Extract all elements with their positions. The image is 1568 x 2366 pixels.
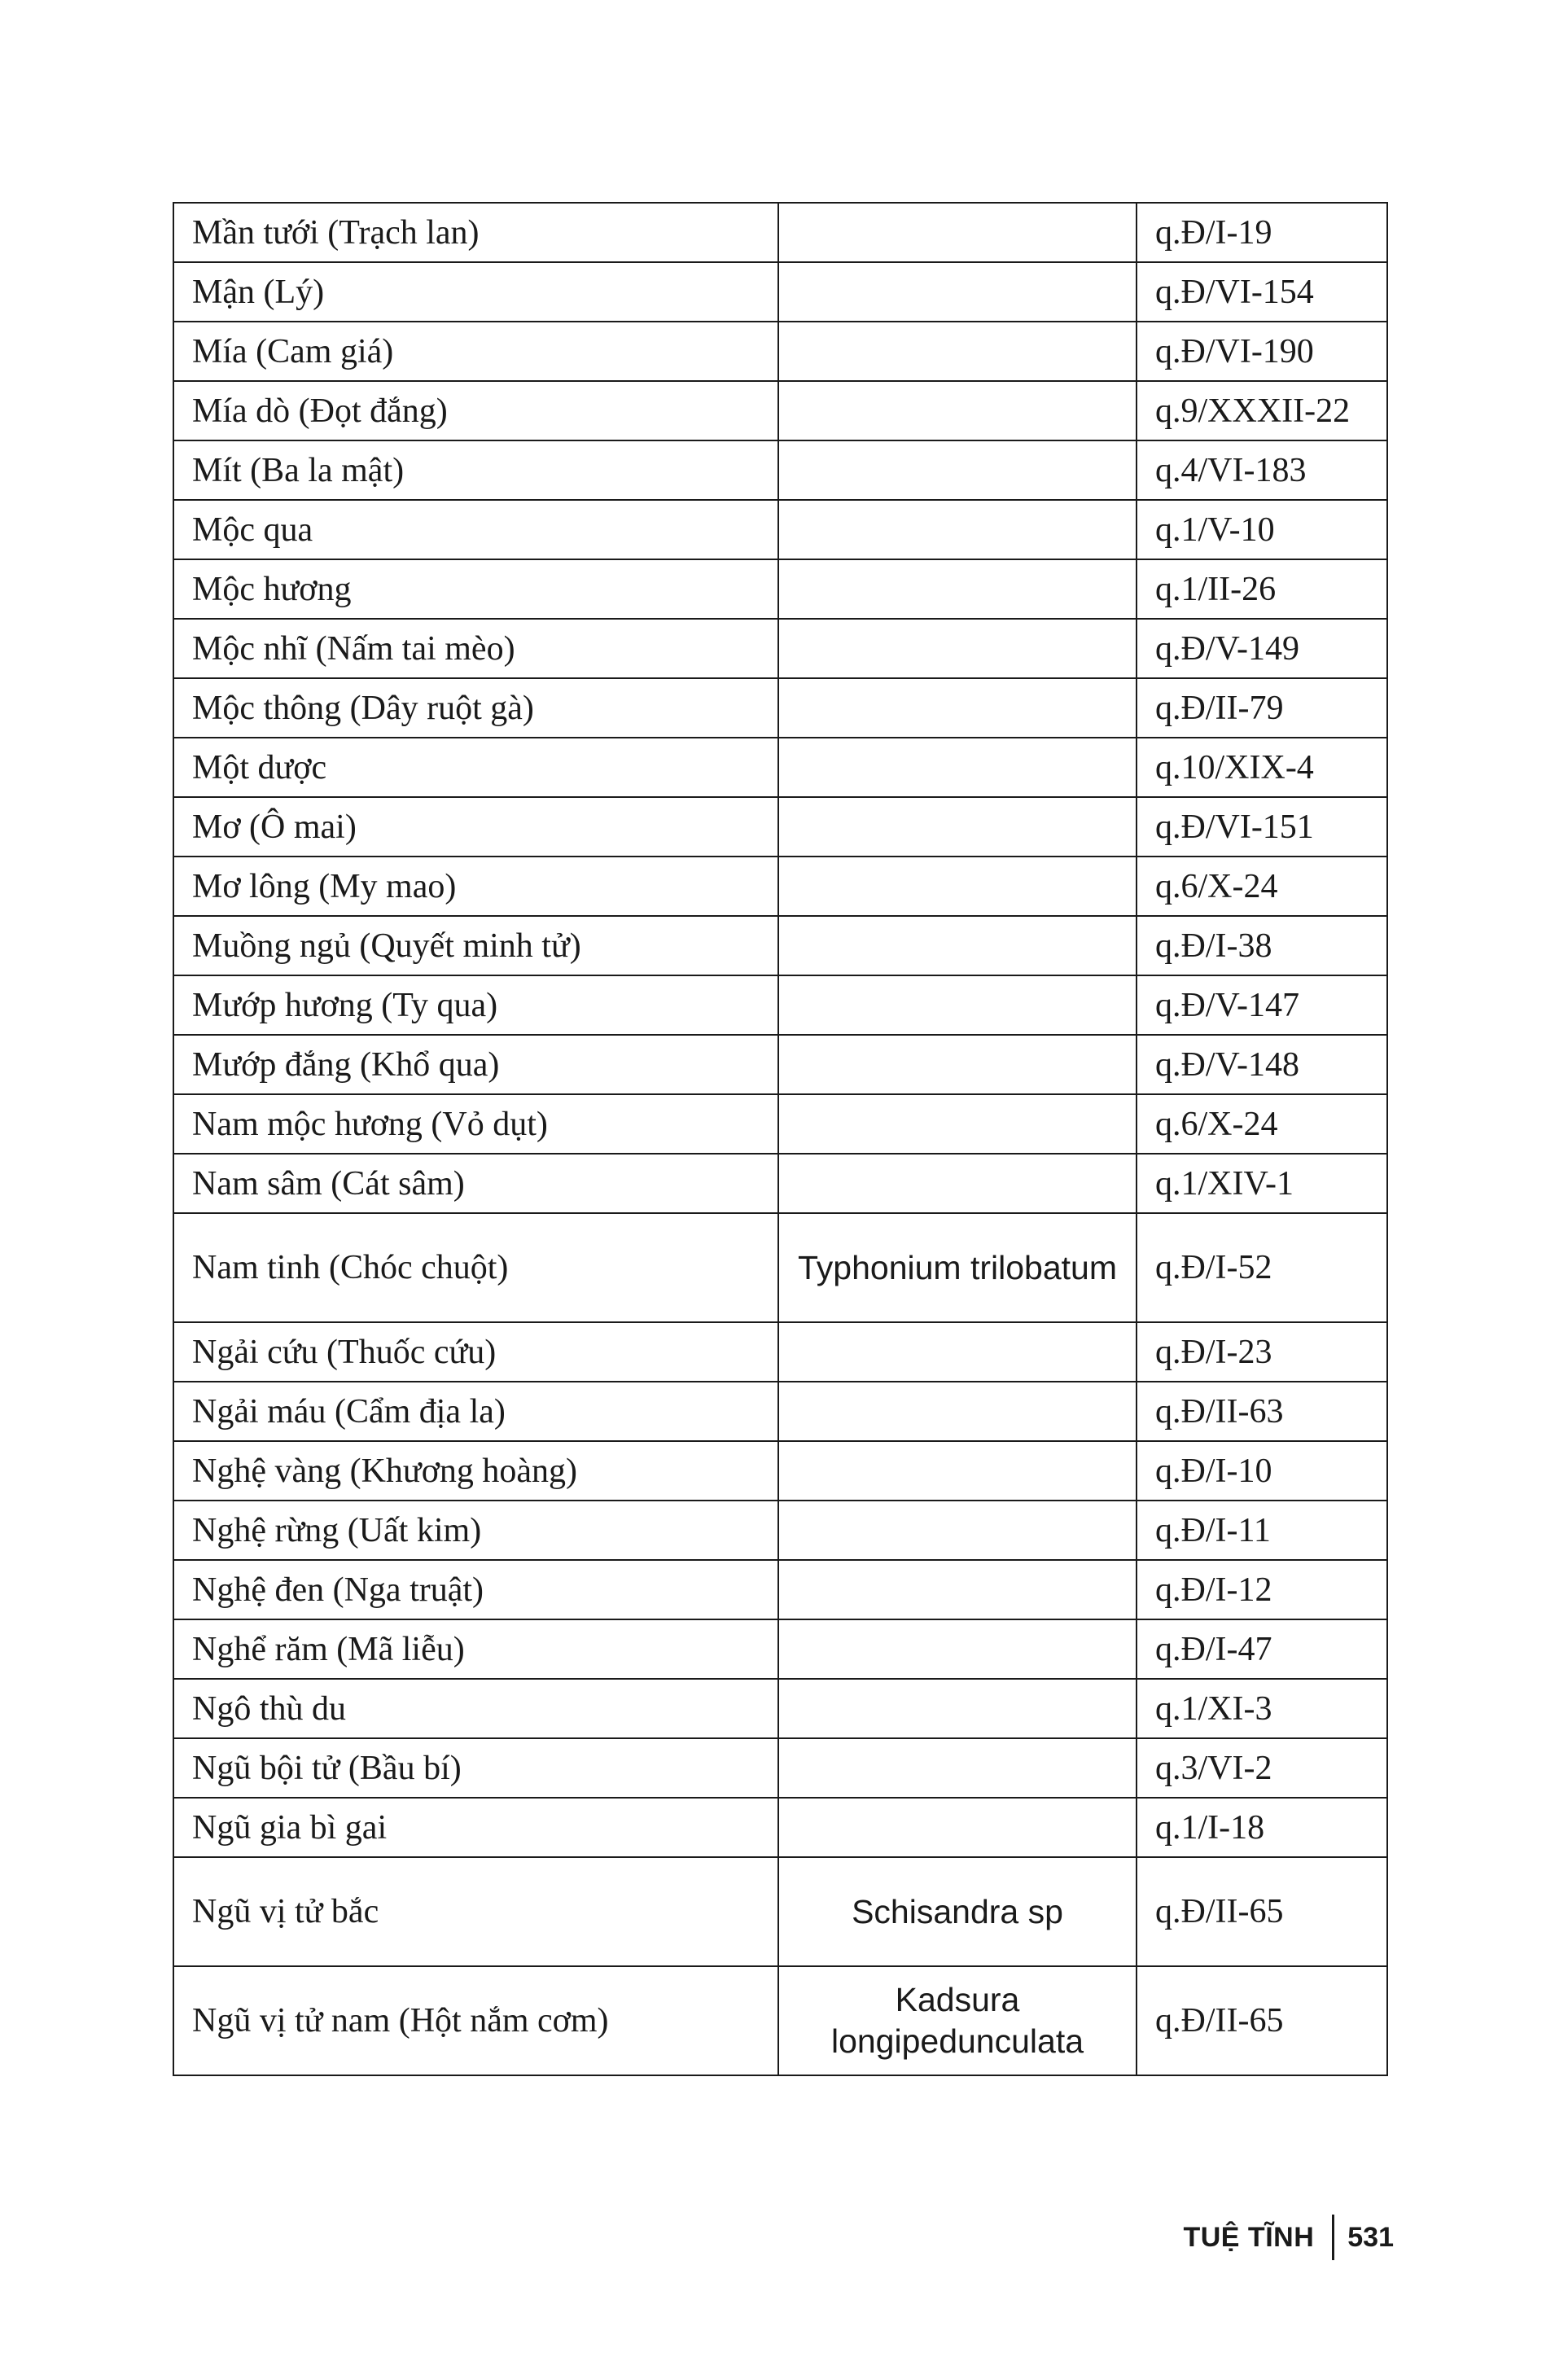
herb-name-cell: Mía dò (Đọt đắng) <box>173 381 778 440</box>
page-footer <box>1183 2215 1394 2260</box>
herb-name-cell: Ngũ gia bì gai <box>173 1798 778 1857</box>
herb-name-cell: Ngải cứu (Thuốc cứu) <box>173 1322 778 1382</box>
reference-cell: q.Đ/V-148 <box>1137 1035 1387 1094</box>
reference-cell: q.Đ/I-52 <box>1137 1213 1387 1322</box>
reference-cell: q.3/VI-2 <box>1137 1738 1387 1798</box>
scientific-name-cell <box>778 1154 1137 1213</box>
scientific-name-cell <box>778 381 1137 440</box>
reference-cell: q.Đ/II-79 <box>1137 678 1387 738</box>
table-row <box>173 203 1387 262</box>
scientific-name-cell <box>778 975 1137 1035</box>
reference-cell: q.Đ/VI-151 <box>1137 797 1387 857</box>
reference-cell: q.1/V-10 <box>1137 500 1387 559</box>
table-row <box>173 1501 1387 1560</box>
scientific-name-cell: Typhonium trilobatum <box>778 1213 1137 1322</box>
table-row <box>173 797 1387 857</box>
scientific-name-cell <box>778 1035 1137 1094</box>
scientific-name-cell <box>778 440 1137 500</box>
table-row <box>173 1857 1387 1966</box>
table-row <box>173 500 1387 559</box>
herb-name-cell: Mít (Ba la mật) <box>173 440 778 500</box>
herb-name-cell: Mướp hương (Ty qua) <box>173 975 778 1035</box>
herb-name-cell: Ngũ bội tử (Bầu bí) <box>173 1738 778 1798</box>
table-row <box>173 916 1387 975</box>
scientific-name-cell <box>778 1322 1137 1382</box>
table-row <box>173 1094 1387 1154</box>
table-row <box>173 1560 1387 1619</box>
herb-name-cell: Nam mộc hương (Vỏ dụt) <box>173 1094 778 1154</box>
scientific-name-cell: Schisandra sp <box>778 1857 1137 1966</box>
reference-cell: q.6/X-24 <box>1137 857 1387 916</box>
reference-cell: q.Đ/I-19 <box>1137 203 1387 262</box>
scientific-name-cell <box>778 1679 1137 1738</box>
page-number: 531 <box>1347 2221 1394 2253</box>
scientific-name-cell <box>778 1382 1137 1441</box>
scientific-name-cell <box>778 738 1137 797</box>
table-row <box>173 975 1387 1035</box>
scientific-name-cell <box>778 1094 1137 1154</box>
herb-name-cell: Mộc thông (Dây ruột gà) <box>173 678 778 738</box>
herb-name-cell: Mộc hương <box>173 559 778 619</box>
reference-cell: q.Đ/I-11 <box>1137 1501 1387 1560</box>
herb-name-cell: Nghệ đen (Nga truật) <box>173 1560 778 1619</box>
reference-cell: q.Đ/V-149 <box>1137 619 1387 678</box>
reference-cell: q.Đ/I-12 <box>1137 1560 1387 1619</box>
reference-cell: q.6/X-24 <box>1137 1094 1387 1154</box>
scientific-name-cell <box>778 1798 1137 1857</box>
scientific-name-cell <box>778 678 1137 738</box>
herb-name-cell: Ngải máu (Cẩm địa la) <box>173 1382 778 1441</box>
reference-cell: q.1/II-26 <box>1137 559 1387 619</box>
reference-cell: q.Đ/I-10 <box>1137 1441 1387 1501</box>
table-row <box>173 381 1387 440</box>
table-row <box>173 1966 1387 2075</box>
herb-name-cell: Mần tưới (Trạch lan) <box>173 203 778 262</box>
reference-cell: q.Đ/I-47 <box>1137 1619 1387 1679</box>
reference-cell: q.1/XIV-1 <box>1137 1154 1387 1213</box>
reference-cell: q.4/VI-183 <box>1137 440 1387 500</box>
scientific-name-cell <box>778 559 1137 619</box>
scientific-name-cell <box>778 1441 1137 1501</box>
table-row <box>173 1213 1387 1322</box>
herb-name-cell: Mận (Lý) <box>173 262 778 322</box>
reference-cell: q.Đ/II-63 <box>1137 1382 1387 1441</box>
reference-cell: q.Đ/I-23 <box>1137 1322 1387 1382</box>
table-row <box>173 559 1387 619</box>
table-row <box>173 1035 1387 1094</box>
table-row <box>173 1322 1387 1382</box>
reference-cell: q.Đ/V-147 <box>1137 975 1387 1035</box>
table-row <box>173 1441 1387 1501</box>
table-row <box>173 1382 1387 1441</box>
scientific-name-cell <box>778 619 1137 678</box>
scientific-name-cell <box>778 1619 1137 1679</box>
herb-name-cell: Nghệ vàng (Khương hoàng) <box>173 1441 778 1501</box>
reference-cell: q.Đ/I-38 <box>1137 916 1387 975</box>
reference-cell: q.1/XI-3 <box>1137 1679 1387 1738</box>
herb-name-cell: Mía (Cam giá) <box>173 322 778 381</box>
herb-table-body <box>173 203 1387 2075</box>
herb-name-cell: Nghệ rừng (Uất kim) <box>173 1501 778 1560</box>
herb-name-cell: Mơ lông (My mao) <box>173 857 778 916</box>
reference-cell: q.Đ/VI-154 <box>1137 262 1387 322</box>
herb-name-cell: Mộc qua <box>173 500 778 559</box>
scientific-name-cell: Kadsura longipedunculata <box>778 1966 1137 2075</box>
reference-cell: q.Đ/II-65 <box>1137 1857 1387 1966</box>
reference-cell: q.9/XXXII-22 <box>1137 381 1387 440</box>
scientific-name-cell <box>778 262 1137 322</box>
herb-name-cell: Muồng ngủ (Quyết minh tử) <box>173 916 778 975</box>
scientific-name-cell <box>778 500 1137 559</box>
table-row <box>173 678 1387 738</box>
herb-name-cell: Nam tinh (Chóc chuột) <box>173 1213 778 1322</box>
herb-name-cell: Mướp đắng (Khổ qua) <box>173 1035 778 1094</box>
table-row <box>173 1154 1387 1213</box>
reference-cell: q.1/I-18 <box>1137 1798 1387 1857</box>
scientific-name-cell <box>778 797 1137 857</box>
scientific-name-cell <box>778 916 1137 975</box>
herb-name-cell: Nam sâm (Cát sâm) <box>173 1154 778 1213</box>
scientific-name-cell <box>778 1560 1137 1619</box>
table-row <box>173 1679 1387 1738</box>
table-row <box>173 322 1387 381</box>
table-row <box>173 1738 1387 1798</box>
scientific-name-cell <box>778 322 1137 381</box>
table-row <box>173 857 1387 916</box>
table-row <box>173 262 1387 322</box>
footer-brand: TUỆ TĨNH <box>1183 2221 1315 2253</box>
table-row <box>173 440 1387 500</box>
herb-name-cell: Mơ (Ô mai) <box>173 797 778 857</box>
scientific-name-cell <box>778 1738 1137 1798</box>
reference-cell: q.Đ/VI-190 <box>1137 322 1387 381</box>
reference-cell: q.10/XIX-4 <box>1137 738 1387 797</box>
table-row <box>173 1619 1387 1679</box>
herb-name-cell: Nghể răm (Mã liễu) <box>173 1619 778 1679</box>
table-row <box>173 619 1387 678</box>
scientific-name-cell <box>778 1501 1137 1560</box>
table-row <box>173 738 1387 797</box>
herb-name-cell: Ngũ vị tử nam (Hột nắm cơm) <box>173 1966 778 2075</box>
reference-cell: q.Đ/II-65 <box>1137 1966 1387 2075</box>
scientific-name-cell <box>778 857 1137 916</box>
herb-name-cell: Ngũ vị tử bắc <box>173 1857 778 1966</box>
table-row <box>173 1798 1387 1857</box>
herb-name-cell: Một dược <box>173 738 778 797</box>
herb-name-cell: Mộc nhĩ (Nấm tai mèo) <box>173 619 778 678</box>
herb-index-table <box>173 202 1388 2076</box>
scientific-name-cell <box>778 203 1137 262</box>
herb-name-cell: Ngô thù du <box>173 1679 778 1738</box>
